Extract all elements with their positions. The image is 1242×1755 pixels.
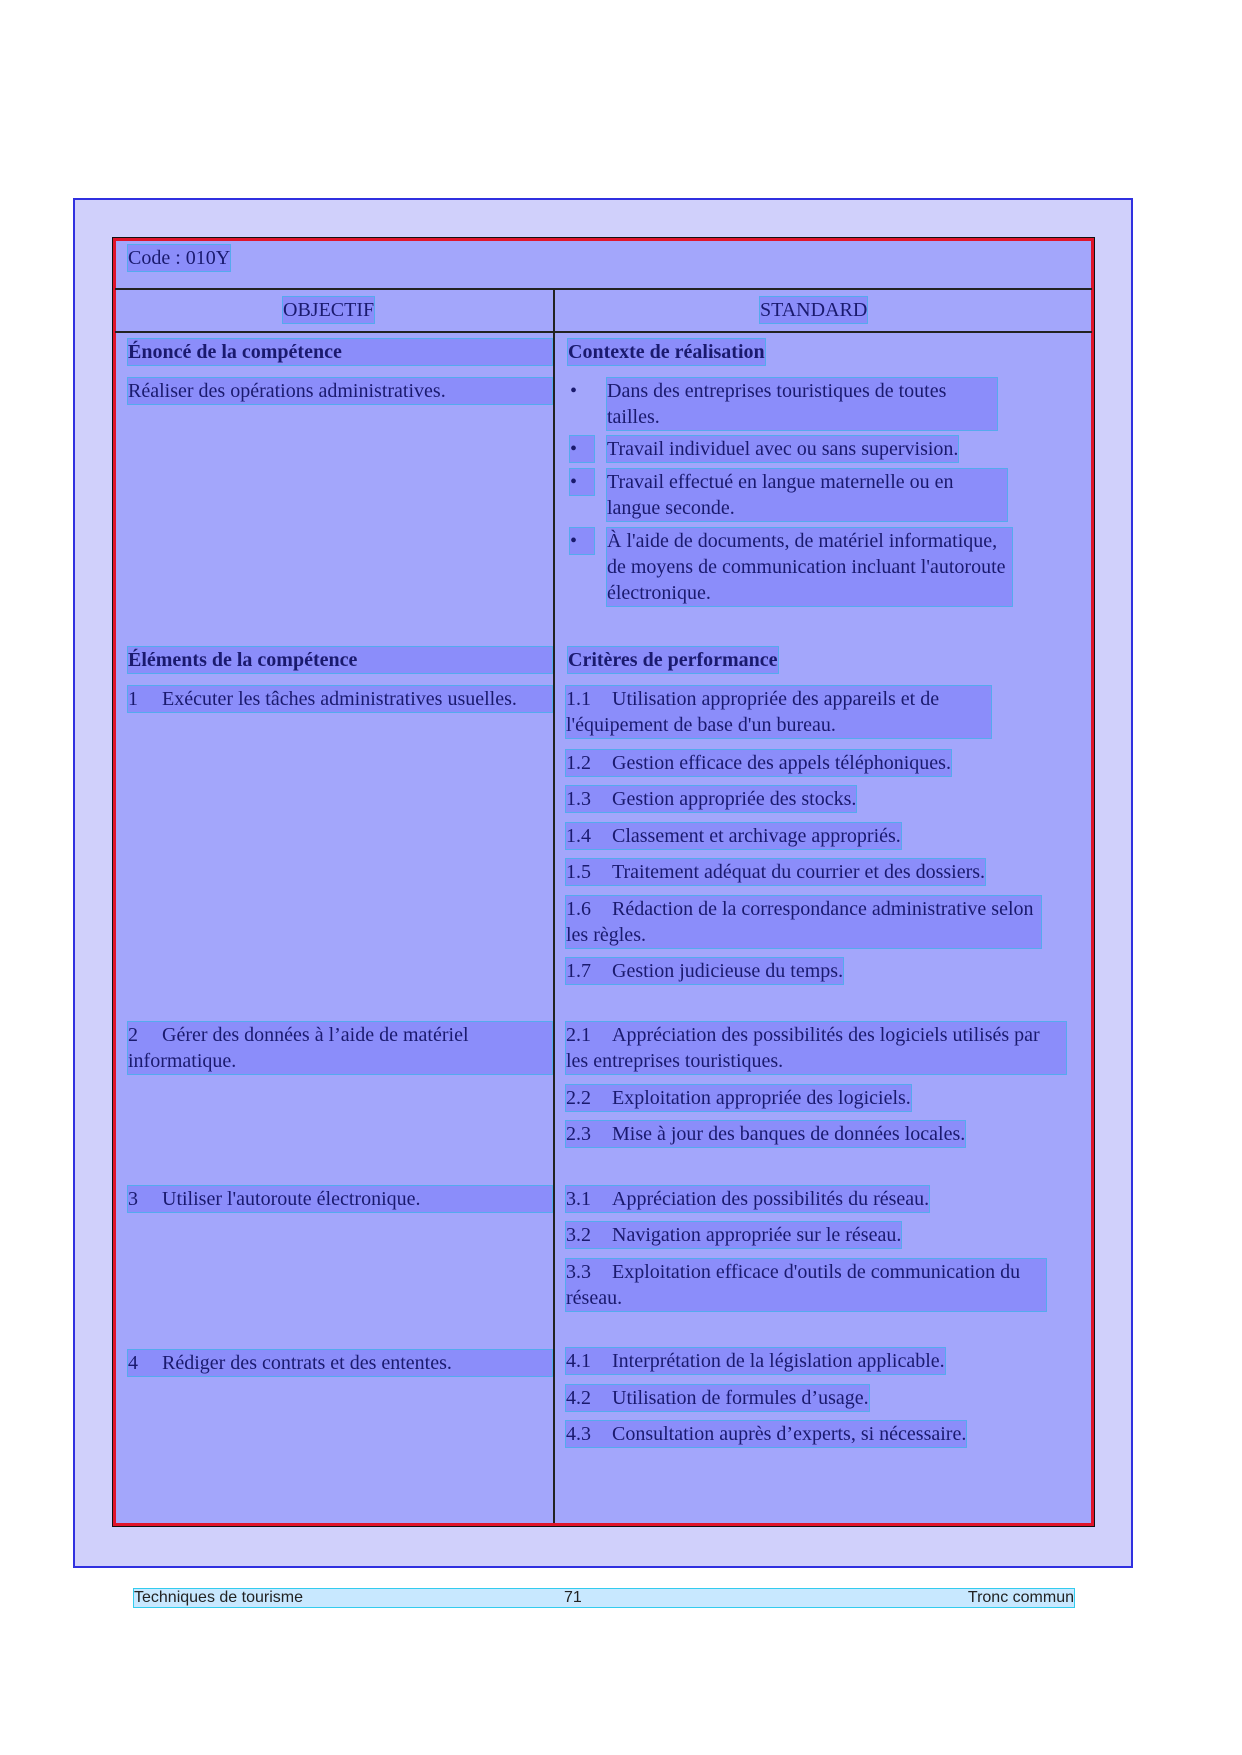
footer-page-number: 71 <box>564 1589 582 1606</box>
critere-number: 2.3 <box>566 1123 591 1145</box>
element-text: Exécuter les tâches administratives usuelles. <box>162 688 517 710</box>
code-label: Code : 010Y <box>128 247 231 269</box>
critere-text: Traitement adéquat du courrier et des dossiers. <box>612 861 986 883</box>
page-footer <box>134 1589 1074 1607</box>
critere-row <box>566 823 901 849</box>
critere-text: Exploitation appropriée des logiciels. <box>612 1087 911 1109</box>
critere-text: Gestion appropriée des stocks. <box>612 788 857 810</box>
footer-section: Tronc commun <box>967 1589 1074 1606</box>
critere-row <box>566 1348 945 1374</box>
critere-number: 2.1 <box>566 1024 591 1046</box>
contexte-item: À l'aide de documents, de matériel informatique, de moyens de communication incluant l'autoroute électronique. <box>607 528 1012 606</box>
critere-text: Gestion judicieuse du temps. <box>612 960 844 982</box>
element-row <box>128 686 552 712</box>
critere-text: Appréciation des possibilités du réseau. <box>612 1188 930 1210</box>
contexte-item: Dans des entreprises touristiques de toutes tailles. <box>607 378 997 430</box>
element-number: 4 <box>128 1352 138 1374</box>
critere-text: Classement et archivage appropriés. <box>612 825 901 847</box>
critere-number: 4.3 <box>566 1423 591 1445</box>
critere-row <box>566 1259 1046 1311</box>
contexte-item: Travail effectué en langue maternelle ou en langue seconde. <box>607 469 1007 521</box>
enonce-heading: Énoncé de la compétence <box>128 339 552 365</box>
elements-heading: Éléments de la compétence <box>128 647 552 673</box>
critere-row <box>566 786 856 812</box>
bullet-icon: • <box>570 469 594 495</box>
critere-text: Consultation auprès d’experts, si nécessaire. <box>612 1423 967 1445</box>
critere-number: 1.3 <box>566 788 591 810</box>
element-row <box>128 1186 552 1212</box>
critere-row <box>566 1085 911 1111</box>
element-row <box>128 1350 552 1376</box>
bullet-icon: • <box>570 436 594 462</box>
critere-row <box>566 1222 901 1248</box>
critere-text: Mise à jour des banques de données locales. <box>612 1123 966 1145</box>
critere-number: 1.6 <box>566 898 591 920</box>
bullet-icon: • <box>570 380 578 402</box>
objectif-header: OBJECTIF <box>283 299 375 321</box>
critere-row <box>566 1385 869 1411</box>
critere-number: 1.1 <box>566 688 591 710</box>
critere-number: 3.1 <box>566 1188 591 1210</box>
critere-text: Interprétation de la législation applicable. <box>612 1350 945 1372</box>
critere-number: 3.3 <box>566 1261 591 1283</box>
element-row <box>128 1022 552 1074</box>
bullet-icon: • <box>570 528 594 554</box>
element-text: Utiliser l'autoroute électronique. <box>162 1188 421 1210</box>
enonce-text: Réaliser des opérations administratives. <box>128 378 552 404</box>
critere-number: 1.7 <box>566 960 591 982</box>
critere-row <box>566 896 1041 948</box>
element-number: 1 <box>128 688 138 710</box>
criteres-heading: Critères de performance <box>568 649 778 671</box>
footer-program: Techniques de tourisme <box>134 1589 303 1606</box>
column-divider <box>553 290 555 1523</box>
header-bottom-rule <box>115 331 1092 333</box>
element-text: Gérer des données à l’aide de matériel informatique. <box>128 1024 469 1072</box>
critere-text: Rédaction de la correspondance administrative selon les règles. <box>566 898 1034 946</box>
critere-text: Appréciation des possibilités des logiciels utilisés par les entreprises touristiques. <box>566 1024 1040 1072</box>
critere-number: 3.2 <box>566 1224 591 1246</box>
critere-number: 1.2 <box>566 752 591 774</box>
critere-row <box>566 1421 966 1447</box>
critere-number: 2.2 <box>566 1087 591 1109</box>
element-number: 3 <box>128 1188 138 1210</box>
critere-text: Utilisation appropriée des appareils et de l'équipement de base d'un bureau. <box>566 688 940 736</box>
critere-number: 1.5 <box>566 861 591 883</box>
critere-row <box>566 1022 1066 1074</box>
critere-number: 4.2 <box>566 1387 591 1409</box>
standard-header: STANDARD <box>760 299 868 321</box>
contexte-heading: Contexte de réalisation <box>568 341 765 363</box>
critere-row <box>566 750 951 776</box>
contexte-item: Travail individuel avec ou sans supervision. <box>607 438 959 460</box>
header-top-rule <box>115 288 1092 290</box>
critere-number: 4.1 <box>566 1350 591 1372</box>
critere-text: Utilisation de formules d’usage. <box>612 1387 869 1409</box>
critere-text: Gestion efficace des appels téléphoniques. <box>612 752 951 774</box>
critere-row <box>566 1121 965 1147</box>
critere-row <box>566 859 985 885</box>
element-number: 2 <box>128 1024 138 1046</box>
critere-row <box>566 1186 929 1212</box>
critere-text: Exploitation efficace d'outils de communication du réseau. <box>566 1261 1021 1309</box>
critere-text: Navigation appropriée sur le réseau. <box>612 1224 902 1246</box>
critere-row <box>566 686 991 738</box>
critere-number: 1.4 <box>566 825 591 847</box>
critere-row <box>566 958 843 984</box>
element-text: Rédiger des contrats et des ententes. <box>162 1352 452 1374</box>
